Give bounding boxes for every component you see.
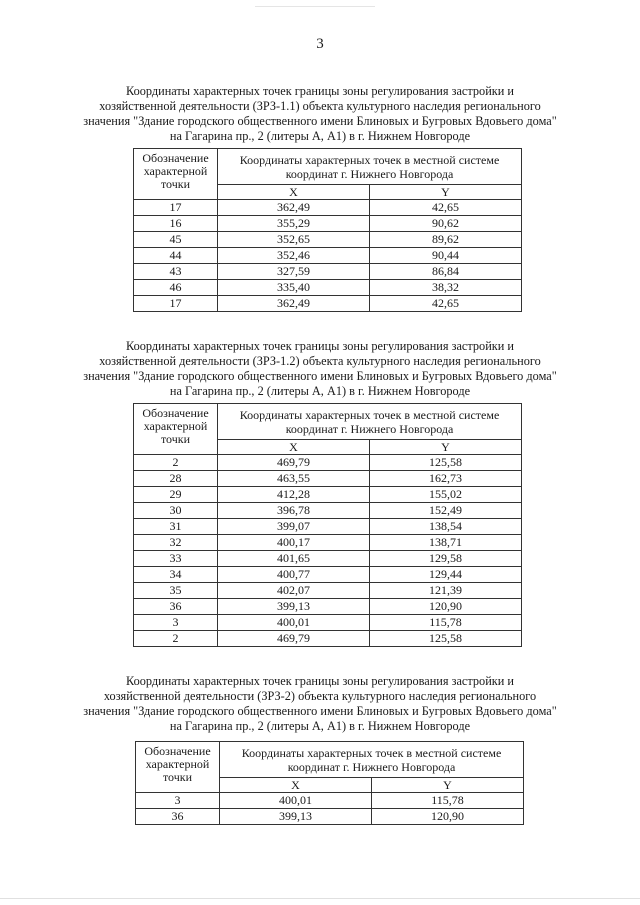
heading-line: хозяйственной деятельности (ЗРЗ-1.2) объекта культурного наследия регионального <box>99 354 541 368</box>
heading-line: Координаты характерных точек границы зоны регулирования застройки и <box>125 84 514 98</box>
table-row <box>134 599 522 615</box>
table-row <box>134 296 522 312</box>
point-label-header: Обозначение характерной точки <box>134 149 218 200</box>
y-coordinate-cell: 125,58 <box>370 631 522 647</box>
x-column-header: X <box>218 185 370 200</box>
y-coordinate-cell: 86,84 <box>370 264 522 280</box>
scan-artifact <box>255 6 375 7</box>
x-coordinate-cell: 399,13 <box>218 599 370 615</box>
y-coordinate-cell: 155,02 <box>370 487 522 503</box>
point-id-cell: 46 <box>134 280 218 296</box>
section-heading <box>0 84 640 144</box>
y-coordinate-cell: 42,65 <box>370 200 522 216</box>
point-id-cell: 44 <box>134 248 218 264</box>
point-id-cell: 2 <box>134 631 218 647</box>
x-coordinate-cell: 352,46 <box>218 248 370 264</box>
point-id-cell: 33 <box>134 551 218 567</box>
table-row <box>134 248 522 264</box>
y-coordinate-cell: 121,39 <box>370 583 522 599</box>
y-coordinate-cell: 152,49 <box>370 503 522 519</box>
x-coordinate-cell: 401,65 <box>218 551 370 567</box>
heading-line: Координаты характерных точек границы зоны регулирования застройки и <box>125 674 514 688</box>
coordinates-table-zrz-1-1 <box>133 148 522 312</box>
y-coordinate-cell: 162,73 <box>370 471 522 487</box>
y-coordinate-cell: 129,44 <box>370 567 522 583</box>
table-row <box>134 471 522 487</box>
x-coordinate-cell: 469,79 <box>218 455 370 471</box>
table-row <box>134 280 522 296</box>
y-coordinate-cell: 120,90 <box>372 809 524 825</box>
table-row <box>134 503 522 519</box>
heading-line: на Гагарина пр., 2 (литеры А, А1) в г. Нижнем Новгороде <box>169 719 471 733</box>
x-coordinate-cell: 400,17 <box>218 535 370 551</box>
x-coordinate-cell: 402,07 <box>218 583 370 599</box>
point-id-cell: 3 <box>136 793 220 809</box>
table-row <box>136 793 524 809</box>
point-id-cell: 2 <box>134 455 218 471</box>
point-id-cell: 34 <box>134 567 218 583</box>
point-id-cell: 29 <box>134 487 218 503</box>
y-coordinate-cell: 125,58 <box>370 455 522 471</box>
x-coordinate-cell: 399,13 <box>220 809 372 825</box>
page-number: 3 <box>316 36 324 52</box>
table-row <box>134 455 522 471</box>
y-coordinate-cell: 138,71 <box>370 535 522 551</box>
table-row <box>134 487 522 503</box>
table-row <box>134 216 522 232</box>
point-id-cell: 43 <box>134 264 218 280</box>
x-coordinate-cell: 352,65 <box>218 232 370 248</box>
scan-artifact <box>0 898 640 899</box>
x-coordinate-cell: 463,55 <box>218 471 370 487</box>
table-row <box>134 631 522 647</box>
x-coordinate-cell: 412,28 <box>218 487 370 503</box>
x-coordinate-cell: 362,49 <box>218 296 370 312</box>
y-coordinate-cell: 89,62 <box>370 232 522 248</box>
section-zrz-1-2 <box>0 339 640 399</box>
heading-line: хозяйственной деятельности (ЗРЗ-2) объекта культурного наследия регионального <box>103 689 537 703</box>
table-row <box>136 809 524 825</box>
y-coordinate-cell: 115,78 <box>372 793 524 809</box>
section-heading <box>0 339 640 399</box>
table-row <box>134 200 522 216</box>
y-column-header: Y <box>370 440 522 455</box>
heading-line: на Гагарина пр., 2 (литеры А, А1) в г. Нижнем Новгороде <box>169 384 471 398</box>
table-row <box>134 519 522 535</box>
heading-line: значения "Здание городского общественного имени Блиновых и Бугровых Вдовьего дома" <box>83 114 557 128</box>
coordinates-table-zrz-1-2 <box>133 403 522 647</box>
y-coordinate-cell: 115,78 <box>370 615 522 631</box>
y-coordinate-cell: 120,90 <box>370 599 522 615</box>
x-coordinate-cell: 335,40 <box>218 280 370 296</box>
point-label-header: Обозначение характерной точки <box>136 742 220 793</box>
y-column-header: Y <box>370 185 522 200</box>
table-row <box>134 583 522 599</box>
point-id-cell: 30 <box>134 503 218 519</box>
section-heading <box>0 674 640 734</box>
x-coordinate-cell: 399,07 <box>218 519 370 535</box>
table-row <box>134 615 522 631</box>
x-coordinate-cell: 400,77 <box>218 567 370 583</box>
y-coordinate-cell: 90,44 <box>370 248 522 264</box>
heading-line: значения "Здание городского общественного имени Блиновых и Бугровых Вдовьего дома" <box>83 704 557 718</box>
point-id-cell: 36 <box>136 809 220 825</box>
table-row <box>134 535 522 551</box>
coordinates-header: Координаты характерных точек в местной системе координат г. Нижнего Новгорода <box>220 742 524 778</box>
x-column-header: X <box>218 440 370 455</box>
y-coordinate-cell: 138,54 <box>370 519 522 535</box>
point-id-cell: 17 <box>134 296 218 312</box>
table-row <box>134 567 522 583</box>
point-id-cell: 17 <box>134 200 218 216</box>
x-coordinate-cell: 362,49 <box>218 200 370 216</box>
point-id-cell: 3 <box>134 615 218 631</box>
x-coordinate-cell: 469,79 <box>218 631 370 647</box>
point-id-cell: 36 <box>134 599 218 615</box>
table-row <box>134 551 522 567</box>
x-column-header: X <box>220 778 372 793</box>
x-coordinate-cell: 327,59 <box>218 264 370 280</box>
x-coordinate-cell: 400,01 <box>218 615 370 631</box>
heading-line: на Гагарина пр., 2 (литеры А, А1) в г. Нижнем Новгороде <box>169 129 471 143</box>
point-id-cell: 31 <box>134 519 218 535</box>
y-column-header: Y <box>372 778 524 793</box>
x-coordinate-cell: 355,29 <box>218 216 370 232</box>
heading-line: хозяйственной деятельности (ЗРЗ-1.1) объекта культурного наследия регионального <box>99 99 541 113</box>
coordinates-header: Координаты характерных точек в местной системе координат г. Нижнего Новгорода <box>218 149 522 185</box>
section-zrz-2 <box>0 674 640 734</box>
point-id-cell: 32 <box>134 535 218 551</box>
point-id-cell: 45 <box>134 232 218 248</box>
coordinates-header: Координаты характерных точек в местной системе координат г. Нижнего Новгорода <box>218 404 522 440</box>
y-coordinate-cell: 90,62 <box>370 216 522 232</box>
point-id-cell: 28 <box>134 471 218 487</box>
coordinates-table-zrz-2 <box>135 741 524 825</box>
table-row <box>134 232 522 248</box>
point-label-header: Обозначение характерной точки <box>134 404 218 455</box>
section-zrz-1-1 <box>0 84 640 144</box>
x-coordinate-cell: 400,01 <box>220 793 372 809</box>
x-coordinate-cell: 396,78 <box>218 503 370 519</box>
table-row <box>134 264 522 280</box>
heading-line: Координаты характерных точек границы зоны регулирования застройки и <box>125 339 514 353</box>
y-coordinate-cell: 38,32 <box>370 280 522 296</box>
point-id-cell: 35 <box>134 583 218 599</box>
y-coordinate-cell: 42,65 <box>370 296 522 312</box>
y-coordinate-cell: 129,58 <box>370 551 522 567</box>
point-id-cell: 16 <box>134 216 218 232</box>
heading-line: значения "Здание городского общественного имени Блиновых и Бугровых Вдовьего дома" <box>83 369 557 383</box>
